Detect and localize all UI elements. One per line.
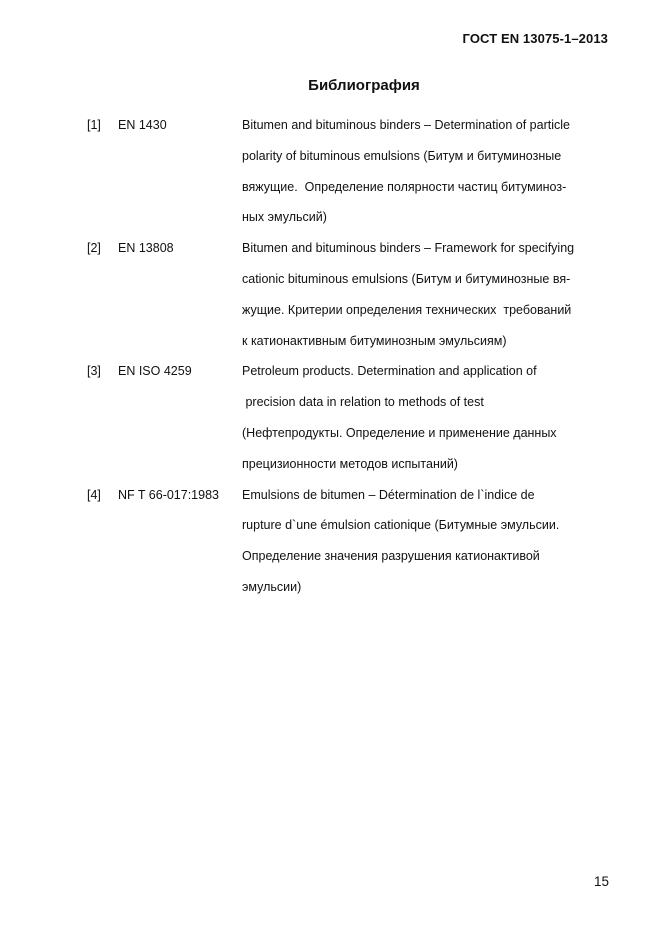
entry-description-line: ных эмульсий) bbox=[242, 210, 327, 225]
entry-description-line: жущие. Критерии определения технических требований bbox=[242, 302, 572, 317]
entry-number: [3] bbox=[87, 364, 101, 379]
entry-description bbox=[242, 480, 612, 603]
entry-description-line: rupture d`une émulsion cationique (Битумные эмульсии. bbox=[242, 518, 560, 533]
entry-description-line: Petroleum products. Determination and application of bbox=[242, 364, 537, 379]
bibliography-list bbox=[0, 110, 661, 603]
entry-description-line: precision data in relation to methods of test bbox=[242, 395, 484, 410]
entry-description bbox=[242, 233, 612, 356]
entry-description-line: Emulsions de bitumen – Détermination de l`indice de bbox=[242, 487, 535, 502]
entry-number: [4] bbox=[87, 487, 101, 502]
entry-description-line: вяжущие. Определение полярности частиц битуминоз- bbox=[242, 179, 567, 194]
bibliography-entry bbox=[0, 110, 661, 233]
page-number: 15 bbox=[594, 874, 610, 889]
entry-standard-code: EN ISO 4259 bbox=[118, 364, 192, 379]
entry-description bbox=[242, 356, 612, 479]
entry-description-line: Bitumen and bituminous binders – Framework for specifying bbox=[242, 241, 575, 256]
entry-description-line: cationic bituminous emulsions (Битум и битуминозные вя- bbox=[242, 271, 571, 286]
entry-description-line: (Нефтепродукты. Определение и применение данных bbox=[242, 425, 557, 440]
document-code-header: ГОСТ EN 13075-1–2013 bbox=[462, 31, 608, 46]
entry-description-line: Bitumen and bituminous binders – Determination of particle bbox=[242, 118, 570, 132]
bibliography-entry bbox=[0, 356, 661, 479]
section-title: Библиография bbox=[308, 77, 420, 94]
bibliography-entry bbox=[0, 233, 661, 356]
entry-description-line: эмульсии) bbox=[242, 579, 302, 594]
entry-description-line: polarity of bituminous emulsions (Битум и битуминозные bbox=[242, 148, 562, 163]
entry-description bbox=[242, 110, 612, 233]
entry-standard-code: NF T 66-017:1983 bbox=[118, 487, 219, 502]
entry-description-line: прецизионности методов испытаний) bbox=[242, 456, 458, 471]
entry-description-line: Определение значения разрушения катионактивой bbox=[242, 549, 540, 564]
bibliography-entry bbox=[0, 480, 661, 603]
entry-number: [2] bbox=[87, 241, 101, 256]
entry-standard-code: EN 1430 bbox=[118, 118, 167, 132]
entry-standard-code: EN 13808 bbox=[118, 241, 174, 256]
entry-description-line: к катионактивным битуминозным эмульсиям) bbox=[242, 333, 507, 348]
entry-number: [1] bbox=[87, 118, 101, 132]
